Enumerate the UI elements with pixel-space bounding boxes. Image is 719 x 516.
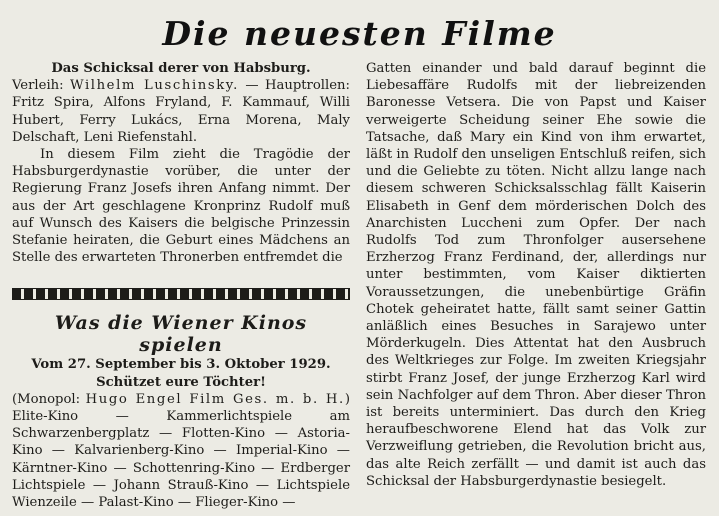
right-column [366,60,706,490]
credits-label: Verleih: [12,78,71,94]
credits-tail: — Hauptrollen: [238,78,350,94]
date-range: Vom 27. September bis 3. Oktober 1929. [31,357,331,373]
monopol-open: (Monopol: [12,391,86,407]
cast-list: Fritz Spira, Alfons Fryland, F. Kammauf, Willi Hubert, Ferry Lukács, Erna Morena, Maly Delschaft, Leni Riefenstahl. [12,95,350,145]
section-title: Was die Wiener Kinos spielen [54,312,308,357]
article-body-right: Gatten einander und bald darauf beginnt die Liebesaffäre Rudolfs mit der liebreizenden Baronesse Vetsera. Die von Papst und Kaiser verweigerte Scheidung seiner Ehe sowie die Tatsache, daß Mary ein Kind von ihm erwartet, läßt in Rudolf den unseligen Entschluß reifen, sich und die Geliebte zu töten. Nicht allzu lange nach diesem schweren Schicksalsschlag fällt Kaiserin Elisabeth in Genf dem mörderischen Dolch des Anarchisten Luccheni zum Opfer. Der nach Rudolfs Tod zum Thronfolger ausersehene Erzherzog Franz Ferdinand, der, allerdings nur unter bestimmten, vom Kaiser diktierten Voraussetzungen, die unebenbürtige Gräfin Chotek geheiratet hatte, fällt samt seiner Gattin anläßlich eines Besuches in Sarajewo unter Mörderkugeln. Dies Attentat hat den Ausbruch des Weltkrieges zur Folge. Im zweiten Kriegsjahr stirbt Franz Josef, der junge Erzherzog Karl wird sein Nachfolger auf dem Thron. Aber dieser Thron ist bereits unterminiert. Das durch den Krieg heraufbeschworene Elend hat das Volk zur Verzweiflung getrieben, die Revolution bricht aus, das alte Reich zerfällt — und damit ist auch das Schicksal der Habsburgerdynastie besiegelt. [366,61,706,489]
cinema-listing [12,391,350,511]
cinema-list: Elite-Kino — Kammerlichtspiele am Schwarzenbergplatz — Flotten-Kino — Astoria-Kino — Kalvarienberg-Kino — Imperial-Kino — Kärntner-Kino — Schottenring-Kino — Erdberger Lichtspiele — Johann Strauß-Kino — Lichtspiele Wienzeile — Palast-Kino — Flieger-Kino — [12,409,350,511]
article-body-left: In diesem Film zieht die Tragödie der Habsburgerdynastie vorüber, die unter der Regierung Franz Josefs ihren Anfang nimmt. Der aus der Art geschlagene Kronprinz Rudolf muß auf Wunsch des Kaisers die belgische Prinzessin Stefanie heiraten, die Geburt eines Mädchens an Stelle des erwarteten Thronerben entfremdet die [12,147,350,266]
monopol-name: Hugo Engel Film Ges. m. b. H. [85,391,345,407]
monopol-close: ) [344,391,350,407]
left-column [12,60,350,511]
decorative-divider [12,288,350,300]
article-title: Das Schicksal derer von Habsburg. [51,61,311,76]
masthead-title: Die neuesten Filme [162,14,557,53]
film-title: Schützet eure Töchter! [96,374,266,390]
distributor-name: Wilhelm Luschinsky. [70,78,239,94]
credits-paragraph [12,77,350,146]
